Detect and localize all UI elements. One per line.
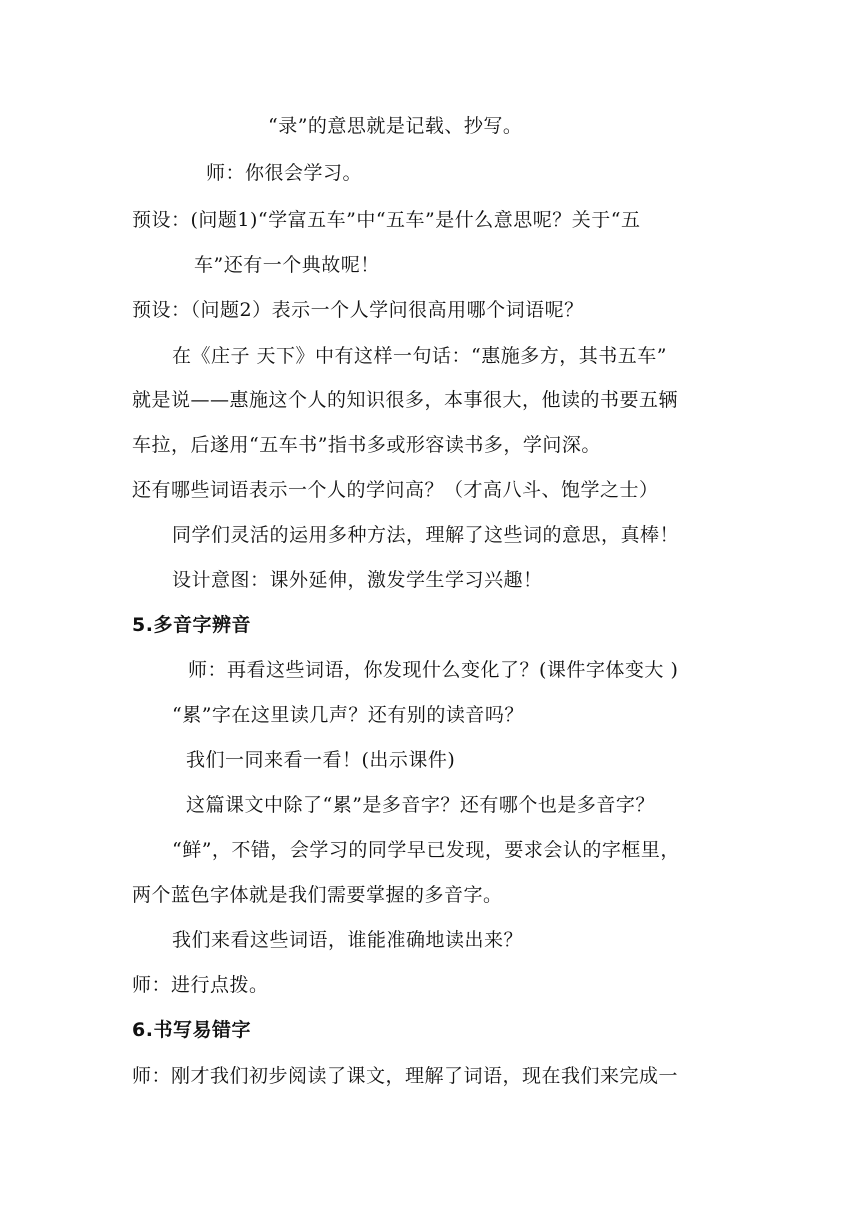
text-line: 我们一同来看一看！(出示课件) <box>186 749 456 771</box>
text-line: “累”字在这里读几声？还有别的读音吗？ <box>172 704 524 726</box>
section-heading: 6.书写易错字 <box>132 1019 251 1041</box>
text-line: 预设：(问题1)“学富五车”中“五车”是什么意思呢？关于“五 <box>132 209 641 231</box>
text-line: 预设：（问题2）表示一个人学问很高用哪个词语呢？ <box>132 299 584 321</box>
text-line: 两个蓝色字体就是我们需要掌握的多音字。 <box>132 884 503 906</box>
text-line: 这篇课文中除了“累”是多音字？还有哪个也是多音字？ <box>186 794 655 816</box>
text-line: “录”的意思就是记载、抄写。 <box>268 115 523 137</box>
text-line: 师：刚才我们初步阅读了课文，理解了词语，现在我们来完成一 <box>132 1065 679 1087</box>
text-line: 就是说——惠施这个人的知识很多，本事很大，他读的书要五辆 <box>132 389 679 411</box>
text-line: 师：进行点拨。 <box>132 974 269 996</box>
text-line: 我们来看这些词语，谁能准确地读出来？ <box>172 929 524 951</box>
section-heading: 5.多音字辨音 <box>132 614 251 636</box>
text-line: 在《庄子 天下》中有这样一句话：“惠施多方，其书五车” <box>172 345 667 367</box>
text-line: 车”还有一个典故呢！ <box>194 254 380 276</box>
text-line: 还有哪些词语表示一个人的学问高？（才高八斗、饱学之士） <box>132 479 659 501</box>
text-line: 设计意图：课外延伸，激发学生学习兴趣！ <box>172 569 543 591</box>
text-line: 师：再看这些词语，你发现什么变化了？(课件字体变大 ) <box>188 659 679 681</box>
text-line: 车拉，后遂用“五车书”指书多或形容读书多，学问深。 <box>132 434 601 456</box>
text-line: 同学们灵活的运用多种方法，理解了这些词的意思，真棒！ <box>172 524 680 546</box>
text-line: 师：你很会学习。 <box>206 162 363 184</box>
text-line: “鲜”，不错，会学习的同学早已发现，要求会认的字框里， <box>172 839 680 861</box>
